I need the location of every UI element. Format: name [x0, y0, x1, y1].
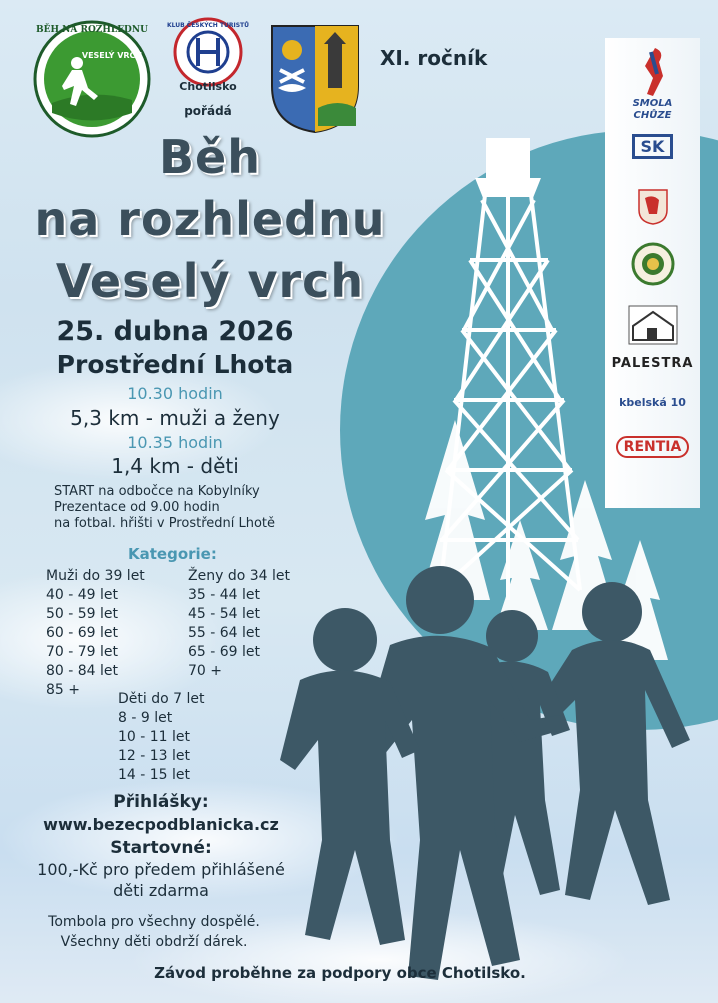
women-categories — [188, 567, 290, 681]
sponsor-kbelska: kbelská 10 — [619, 396, 686, 409]
coat-of-arms-icon — [268, 22, 362, 134]
building-drawing-icon — [627, 304, 679, 346]
race-children: 1,4 km - děti — [111, 454, 239, 478]
category-item: 14 - 15 let — [118, 767, 191, 783]
men-categories — [46, 567, 145, 700]
registration-time: Prezentace od 9.00 hodin — [54, 500, 220, 515]
sponsor-palestra: PALESTRA — [611, 356, 694, 371]
category-item: 80 - 84 let — [46, 663, 119, 679]
category-item: 12 - 13 let — [118, 748, 191, 764]
support-note: Závod proběhne za podpory obce Chotilsko. — [154, 964, 526, 982]
category-item: 60 - 69 let — [46, 625, 119, 641]
club-logo — [32, 18, 152, 140]
registration-url[interactable]: www.bezecpodblanicka.cz — [43, 815, 279, 834]
kct-ring-text: KLUB ČESKÝCH TURISTŮ — [166, 22, 250, 29]
kct-logo — [166, 16, 250, 88]
start-time-children: 10.35 hodin — [127, 433, 223, 452]
category-item: 40 - 49 let — [46, 587, 119, 603]
children-categories — [118, 690, 204, 785]
kct-verb: pořádá — [184, 104, 232, 118]
sk-logo: SK — [632, 134, 674, 159]
registration-label: Přihlášky: — [113, 792, 209, 812]
lion-crest-icon — [635, 186, 671, 226]
category-item: Ženy do 34 let — [188, 568, 290, 584]
category-item: 70 + — [188, 663, 222, 679]
category-item: 65 - 69 let — [188, 644, 261, 660]
category-item: 50 - 59 let — [46, 606, 119, 622]
title-line-1: Běh — [158, 130, 261, 184]
brewery-badge-icon — [631, 242, 675, 286]
title-line-2: na rozhlednu — [34, 192, 386, 246]
category-item: Muži do 39 let — [46, 568, 145, 584]
title-line-3: Veselý vrch — [55, 254, 365, 308]
kct-place: Chotilsko — [179, 80, 237, 93]
category-item: 45 - 54 let — [188, 606, 261, 622]
category-item: Děti do 7 let — [118, 691, 205, 707]
category-item: 10 - 11 let — [118, 729, 191, 745]
start-location: START na odbočce na Kobylníky — [54, 484, 260, 499]
registration-place: na fotbal. hřišti v Prostřední Lhotě — [54, 516, 276, 531]
start-info — [54, 484, 275, 532]
start-time-adults: 10.30 hodin — [127, 384, 223, 403]
fee-amount: 100,-Kč pro předem přihlášené — [37, 860, 285, 879]
category-item: 70 - 79 let — [46, 644, 119, 660]
rentia-logo: RENTIA — [616, 436, 690, 458]
fee-label: Startovné: — [110, 838, 212, 858]
edition-label: XI. ročník — [380, 46, 488, 70]
sponsor-sk — [605, 134, 700, 159]
club-logo-ring-text: BĚH NA ROZHLEDNU — [36, 25, 148, 35]
sponsor-smola-2: CHŮZE — [633, 110, 672, 121]
event-date: 25. dubna 2026 — [56, 316, 294, 347]
category-item: 35 - 44 let — [188, 587, 261, 603]
race-adults: 5,3 km - muži a ženy — [70, 406, 280, 430]
category-item: 85 + — [46, 682, 80, 698]
category-item: 8 - 9 let — [118, 710, 173, 726]
club-logo-center-text: VESELÝ VRCH — [81, 51, 143, 60]
sponsor-smola-1: SMOLA — [632, 98, 673, 109]
sponsors-panel — [605, 38, 700, 508]
event-place: Prostřední Lhota — [56, 350, 294, 379]
sponsor-rentia — [605, 436, 700, 458]
tombola-children: Všechny děti obdrží dárek. — [60, 934, 248, 950]
category-item: 55 - 64 let — [188, 625, 261, 641]
categories-heading: Kategorie: — [128, 545, 217, 563]
tombola-adults: Tombola pro všechny dospělé. — [48, 914, 260, 930]
runner-logo-icon — [639, 46, 667, 98]
fee-children: děti zdarma — [113, 881, 209, 900]
